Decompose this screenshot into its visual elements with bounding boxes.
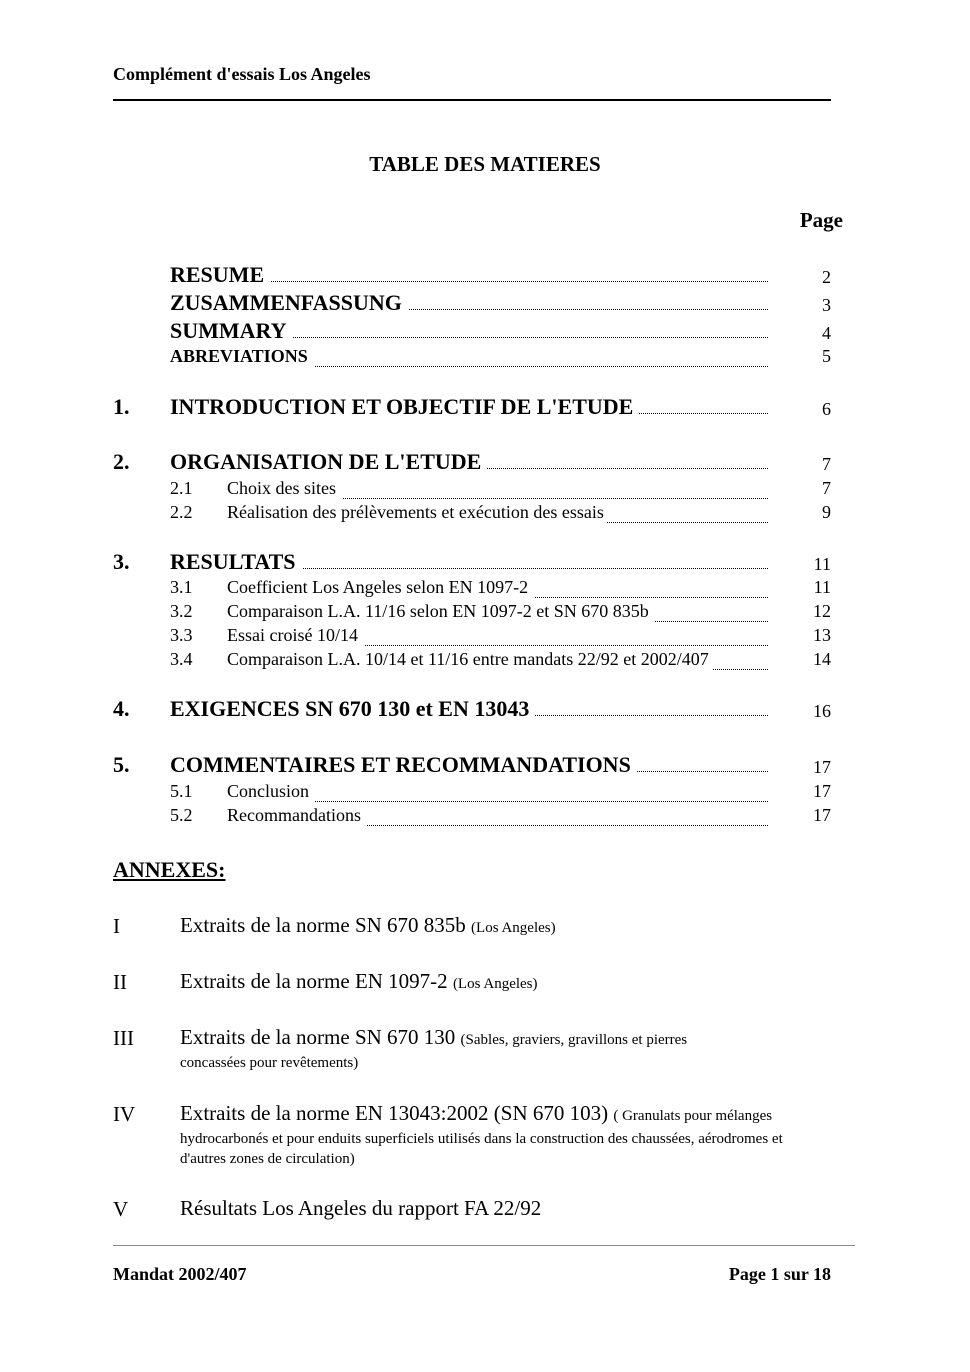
annex-number: I: [113, 914, 120, 938]
annex-note: (Los Angeles): [471, 920, 556, 936]
annex-text: Extraits de la norme EN 1097-2: [180, 969, 448, 993]
toc-entry-page: 3: [822, 295, 831, 315]
toc-entry-label: Comparaison L.A. 11/16 selon EN 1097-2 et SN 670 835b: [227, 601, 655, 622]
toc-entry-label: Comparaison L.A. 10/14 et 11/16 entre mandats 22/92 et 2002/407: [227, 649, 713, 670]
toc-entry-section-5: [0, 752, 970, 780]
toc-entry-page: 12: [813, 601, 831, 621]
annex-note-continuation: concassées pour revêtements): [180, 1055, 359, 1071]
toc-entry-section-1: [0, 394, 970, 422]
toc-entry-page: 16: [813, 701, 831, 721]
toc-entry-number: 2.1: [170, 478, 193, 498]
toc-entry-number: 2.2: [170, 502, 193, 522]
toc-entry-label: Essai croisé 10/14: [227, 625, 364, 646]
toc-entry-number: 5.: [113, 752, 130, 777]
toc-entry-label: Conclusion: [227, 781, 315, 802]
toc-entry-page: 4: [822, 323, 831, 343]
toc-entry-number: 3.4: [170, 649, 193, 669]
annex-number: III: [113, 1026, 134, 1050]
toc-entry-label: ABREVIATIONS: [170, 346, 314, 367]
toc-entry-label: RESULTATS: [170, 549, 302, 575]
annex-text: Extraits de la norme SN 670 835b: [180, 913, 466, 937]
toc-entry-label: COMMENTAIRES ET RECOMMANDATIONS: [170, 752, 637, 778]
annex-text: Résultats Los Angeles du rapport FA 22/92: [180, 1196, 542, 1220]
footer-mandate: Mandat 2002/407: [113, 1264, 247, 1284]
page-column-header: Page: [799, 208, 843, 232]
toc-entry-page: 13: [813, 625, 831, 645]
toc-entry-page: 11: [813, 554, 831, 574]
toc-entry-label: Choix des sites: [227, 478, 342, 499]
toc-entry-abreviations: [0, 346, 970, 374]
toc-entry-number: 3.: [113, 549, 130, 574]
toc-entry-number: 4.: [113, 696, 130, 721]
toc-entry-section-5-2: [0, 805, 970, 833]
toc-entry-number: 3.1: [170, 577, 193, 597]
toc-entry-label: ZUSAMMENFASSUNG: [170, 290, 408, 316]
toc-entry-page: 7: [822, 478, 831, 498]
toc-entry-resume: [0, 262, 970, 290]
header-rule: [113, 99, 831, 101]
footer-rule: [113, 1245, 855, 1246]
toc-entry-page: 17: [813, 781, 831, 801]
toc-entry-label: INTRODUCTION ET OBJECTIF DE L'ETUDE: [170, 394, 639, 420]
annex-note: (Sables, graviers, gravillons et pierres: [460, 1032, 688, 1048]
toc-entry-page: 17: [813, 757, 831, 777]
toc-entry-page: 5: [822, 346, 831, 366]
toc-entry-number: 3.3: [170, 625, 193, 645]
annex-note: ( Granulats pour mélanges: [613, 1108, 773, 1124]
toc-entry-page: 17: [813, 805, 831, 825]
annex-number: II: [113, 970, 127, 994]
toc-entry-label: RESUME: [170, 262, 270, 288]
footer-page-number: Page 1 sur 18: [728, 1264, 831, 1284]
toc-entry-label: Coefficient Los Angeles selon EN 1097-2: [227, 577, 534, 598]
annexes-title: ANNEXES:: [113, 857, 226, 882]
toc-entry-page: 9: [822, 502, 831, 522]
toc-entry-number: 3.2: [170, 601, 193, 621]
toc-entry-label: ORGANISATION DE L'ETUDE: [170, 449, 487, 475]
toc-entry-section-2-2: [0, 502, 970, 530]
toc-title: TABLE DES MATIERES: [369, 152, 601, 176]
toc-entry-section-4: [0, 696, 970, 724]
toc-entry-page: 6: [822, 399, 831, 419]
annex-note-continuation: hydrocarbonés et pour enduits superficiels utilisés dans la construction des chaussées, aérodromes et d'autres zones de circulation): [180, 1131, 783, 1167]
toc-entry-page: 2: [822, 267, 831, 287]
toc-entry-section-3: [0, 549, 970, 577]
toc-entry-number: 5.2: [170, 805, 193, 825]
toc-entry-page: 11: [813, 577, 831, 597]
toc-entry-label: Recommandations: [227, 805, 367, 826]
toc-entry-summary: [0, 318, 970, 346]
toc-entry-label: EXIGENCES SN 670 130 et EN 13043: [170, 696, 535, 722]
toc-entry-number: 5.1: [170, 781, 193, 801]
toc-entry-number: 2.: [113, 449, 130, 474]
annex-number: IV: [113, 1102, 136, 1126]
annex-number: V: [113, 1197, 129, 1221]
toc-entry-zusammenfassung: [0, 290, 970, 318]
document-header-title: Complément d'essais Los Angeles: [113, 64, 371, 84]
toc-entry-section-3-4: [0, 649, 970, 677]
annex-text: Extraits de la norme EN 13043:2002 (SN 670 103): [180, 1101, 609, 1125]
toc-entry-page: 14: [813, 649, 831, 669]
toc-entry-number: 1.: [113, 394, 130, 419]
toc-entry-page: 7: [822, 454, 831, 474]
toc-entry-label: Réalisation des prélèvements et exécution des essais: [227, 502, 604, 522]
toc-entry-label: SUMMARY: [170, 318, 293, 344]
annex-text: Extraits de la norme SN 670 130: [180, 1025, 456, 1049]
toc-entry-section-2: [0, 449, 970, 477]
annex-note: (Los Angeles): [452, 976, 538, 992]
